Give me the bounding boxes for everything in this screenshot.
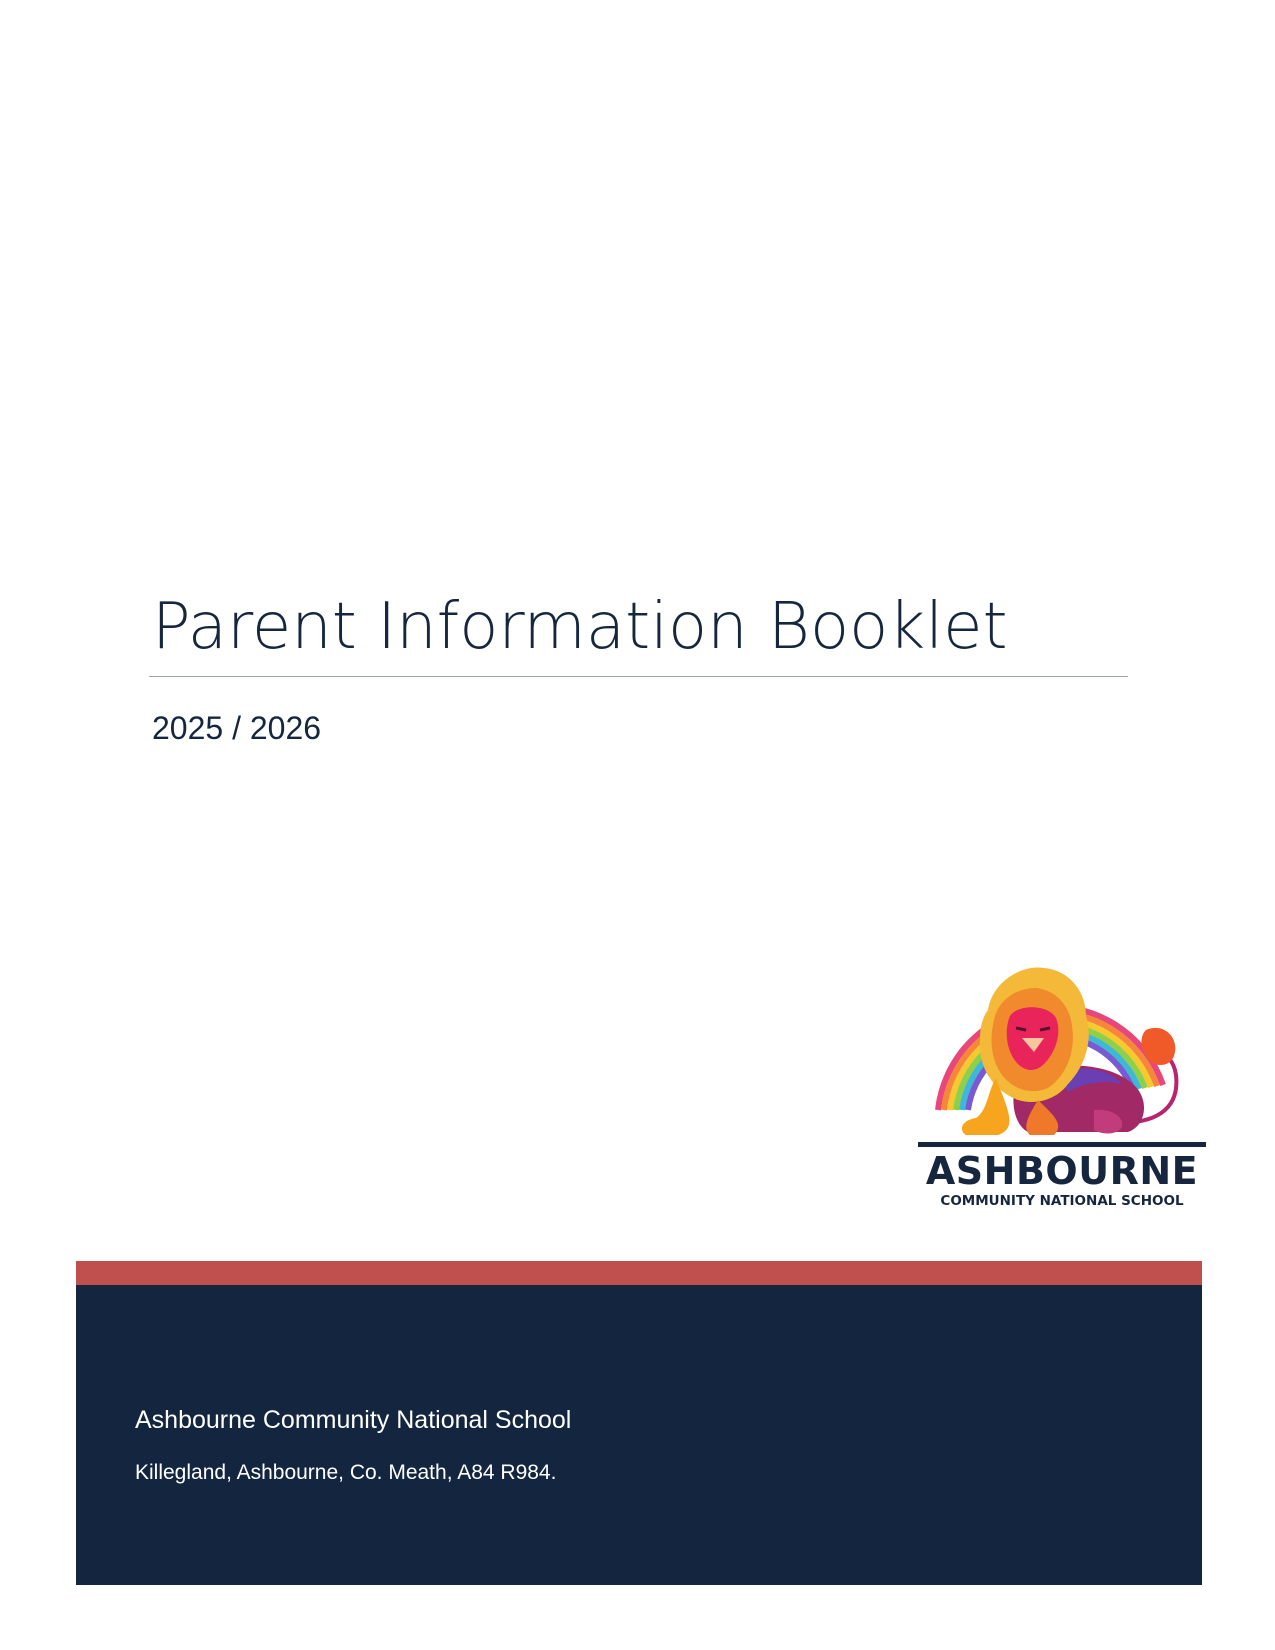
booklet-year: 2025 / 2026	[152, 710, 322, 746]
logo-wordmark: ASHBOURNE	[925, 1149, 1199, 1193]
logo-subtitle: COMMUNITY NATIONAL SCHOOL	[940, 1193, 1184, 1209]
booklet-title: Parent Information Booklet	[152, 590, 1008, 664]
logo-divider	[918, 1142, 1206, 1147]
footer-address: Killegland, Ashbourne, Co. Meath, A84 R984.	[135, 1461, 557, 1484]
accent-stripe	[76, 1261, 1202, 1285]
title-divider	[149, 676, 1128, 677]
footer-school-name: Ashbourne Community National School	[135, 1406, 572, 1434]
rainbow-lion-icon	[918, 960, 1206, 1145]
